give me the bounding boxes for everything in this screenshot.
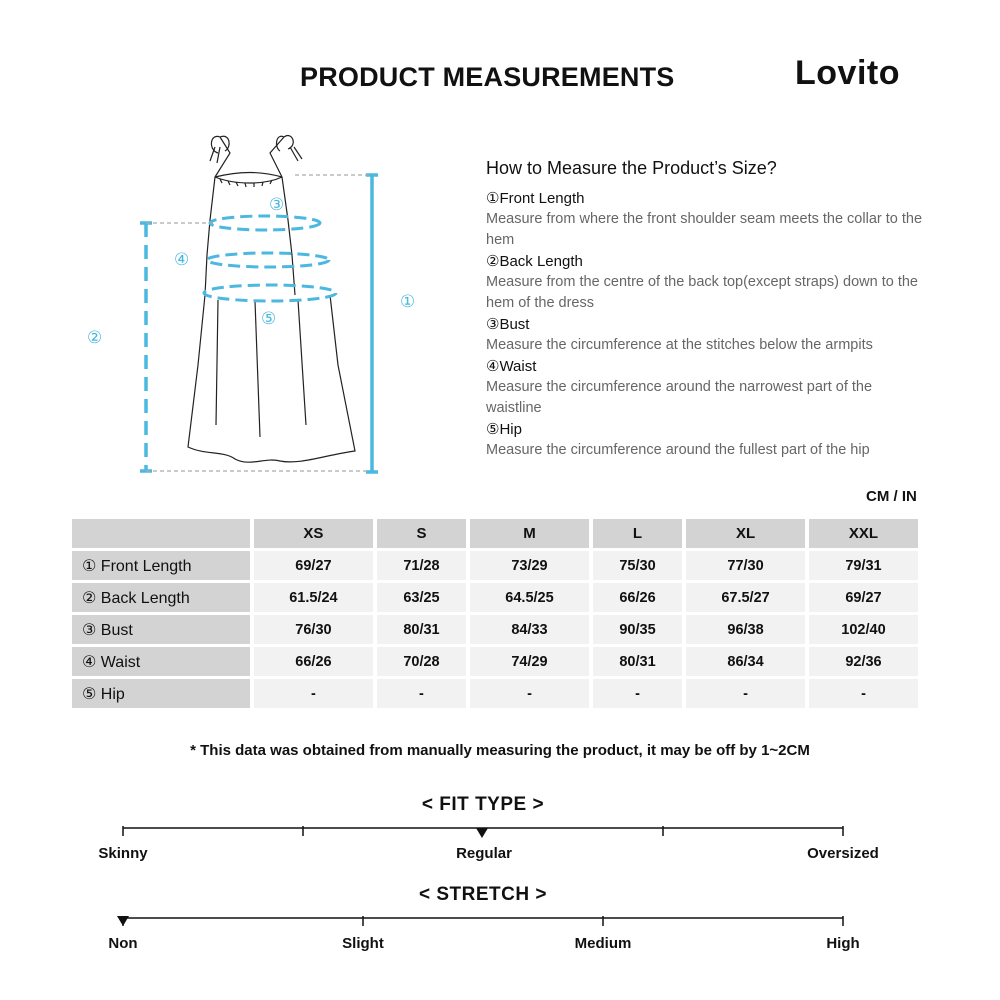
table-header-row xyxy=(72,519,918,548)
guide-item-title: ④Waist xyxy=(486,358,537,375)
column-header: L xyxy=(593,519,682,548)
unit-label: CM / IN xyxy=(866,488,917,505)
row-label: ② Back Length xyxy=(72,583,250,612)
row-label: ① Front Length xyxy=(72,551,250,580)
stretch-label-medium: Medium xyxy=(574,935,632,952)
row-label: ⑤ Hip xyxy=(72,679,250,708)
stretch-label-non: Non xyxy=(108,935,138,952)
table-row xyxy=(72,583,918,612)
table-cell: 64.5/25 xyxy=(470,583,589,612)
bust-line xyxy=(210,216,320,230)
table-cell: 77/30 xyxy=(686,551,805,580)
table-cell: 92/36 xyxy=(809,647,918,676)
table-row xyxy=(72,647,918,676)
column-header: XS xyxy=(254,519,373,548)
table-cell: 67.5/27 xyxy=(686,583,805,612)
table-cell: 86/34 xyxy=(686,647,805,676)
table-cell: - xyxy=(593,679,682,708)
table-row xyxy=(72,679,918,708)
measurement-note: * This data was obtained from manually measuring the product, it may be off by 1~2CM xyxy=(190,742,810,759)
guide-item xyxy=(486,419,926,461)
hip-line xyxy=(204,285,336,301)
fit-type-scale xyxy=(0,820,1000,880)
guide-item-desc: Measure from the centre of the back top(except straps) down to the hem of the dress xyxy=(486,274,918,311)
waist-line xyxy=(207,253,329,267)
guide-item-desc: Measure the circumference around the fullest part of the hip xyxy=(486,442,870,458)
table-cell: 66/26 xyxy=(254,647,373,676)
table-row xyxy=(72,615,918,644)
table-cell: 71/28 xyxy=(377,551,466,580)
guide-heading: How to Measure the Product’s Size? xyxy=(486,158,777,178)
right-strap-tie xyxy=(277,136,302,161)
stretch-scale xyxy=(0,910,1000,970)
column-header: XL xyxy=(686,519,805,548)
table-cell: 70/28 xyxy=(377,647,466,676)
row-label: ④ Waist xyxy=(72,647,250,676)
guide-item-title: ③Bust xyxy=(486,316,530,333)
guide-item-desc: Measure the circumference around the narrowest part of the waistline xyxy=(486,379,873,416)
table-cell: 76/30 xyxy=(254,615,373,644)
table-cell: - xyxy=(254,679,373,708)
guide-item-desc: Measure the circumference at the stitches below the armpits xyxy=(486,337,873,353)
fit-type-indicator xyxy=(476,828,488,838)
stretch-label-slight: Slight xyxy=(342,935,384,952)
table-cell: 69/27 xyxy=(254,551,373,580)
marker-front-length: ① xyxy=(400,292,416,312)
table-cell: 66/26 xyxy=(593,583,682,612)
guide-item xyxy=(486,188,926,251)
marker-bust: ③ xyxy=(269,195,285,215)
guide-item xyxy=(486,251,926,314)
fit-label-skinny: Skinny xyxy=(98,845,148,862)
stretch-indicator xyxy=(117,916,129,926)
guide-item-title: ②Back Length xyxy=(486,253,583,270)
table-corner xyxy=(72,519,250,548)
fit-type-title: < FIT TYPE > xyxy=(421,794,545,815)
guide-item-desc: Measure from where the front shoulder seam meets the collar to the hem xyxy=(486,211,923,248)
guide-item-title: ①Front Length xyxy=(486,190,585,207)
marker-hip: ⑤ xyxy=(261,309,277,329)
table-cell: 69/27 xyxy=(809,583,918,612)
table-cell: - xyxy=(809,679,918,708)
table-cell: 84/33 xyxy=(470,615,589,644)
row-label: ③ Bust xyxy=(72,615,250,644)
table-cell: 96/38 xyxy=(686,615,805,644)
table-cell: - xyxy=(470,679,589,708)
table-cell: - xyxy=(686,679,805,708)
guide-item xyxy=(486,314,926,356)
fit-type-track xyxy=(0,820,1000,844)
size-table xyxy=(68,516,922,711)
column-header: M xyxy=(470,519,589,548)
table-cell: 74/29 xyxy=(470,647,589,676)
table-cell: 61.5/24 xyxy=(254,583,373,612)
guide-item xyxy=(486,356,926,419)
table-cell: 80/31 xyxy=(593,647,682,676)
left-strap xyxy=(215,137,230,177)
page-title: PRODUCT MEASUREMENTS xyxy=(300,62,675,92)
table-cell: 63/25 xyxy=(377,583,466,612)
column-header: S xyxy=(377,519,466,548)
column-header: XXL xyxy=(809,519,918,548)
fit-label-oversized: Oversized xyxy=(807,845,879,862)
brand-logo: Lovito xyxy=(795,54,900,92)
table-cell: 80/31 xyxy=(377,615,466,644)
stretch-title: < STRETCH > xyxy=(419,884,547,905)
table-cell: 79/31 xyxy=(809,551,918,580)
table-cell: 75/30 xyxy=(593,551,682,580)
fit-label-regular: Regular xyxy=(456,845,512,862)
table-cell: 102/40 xyxy=(809,615,918,644)
stretch-label-high: High xyxy=(826,935,860,952)
table-cell: 73/29 xyxy=(470,551,589,580)
guide-item-title: ⑤Hip xyxy=(486,421,522,438)
table-cell: - xyxy=(377,679,466,708)
marker-waist: ④ xyxy=(174,250,190,270)
table-cell: 90/35 xyxy=(593,615,682,644)
dress-diagram xyxy=(70,125,430,485)
table-row xyxy=(72,551,918,580)
stretch-track xyxy=(0,910,1000,934)
measure-guide xyxy=(486,158,926,461)
marker-back-length: ② xyxy=(87,328,103,348)
